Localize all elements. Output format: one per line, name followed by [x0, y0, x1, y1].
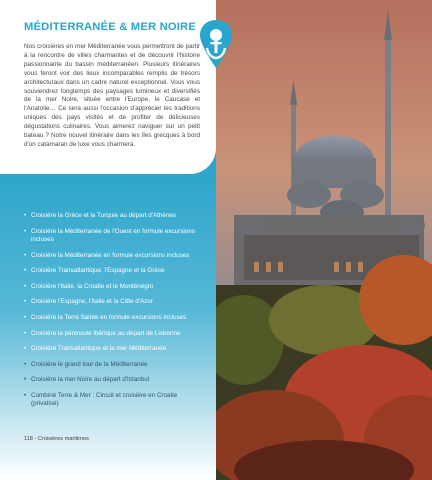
cruise-item[interactable]: • Croisière Transatlantique et la mer Méditerranée	[24, 345, 204, 353]
cruise-item[interactable]: • Croisière Transatlantique, l'Espagne et la Grèce	[24, 267, 204, 275]
cruise-item[interactable]: • Combiné Terre & Mer : Circuit et croisière en Croatie (privatisé)	[24, 392, 204, 409]
cruise-item[interactable]: • Croisière l'Espagne, l'Italie et la Côte d'Azur	[24, 298, 204, 306]
cruise-item[interactable]: • Croisière la Grèce et la Turquie au départ d'Athènes	[24, 212, 204, 220]
cruise-item[interactable]: • Croisière la Méditerranée de l'Ouest en formule excursions incluses	[24, 228, 204, 245]
cruise-item[interactable]: • Croisière la mer Noire au départ d'Istanbul	[24, 376, 204, 384]
map-pin-anchor-icon	[196, 18, 236, 72]
cruise-item[interactable]: • Croisière la péninsule Ibérique au départ de Lisbonne	[24, 330, 204, 338]
cruise-item[interactable]: • Croisière la Terre Sainte en formule excursions incluses	[24, 314, 204, 322]
intro-paragraph: Nos croisières en mer Méditerranée vous permettront de partir à la rencontre de villes charmantes et de découvrir l'histoire passionnante du bassin méditerranéen. Plusieurs itinéraires vous feront voir des lieux incomparables remplis de trésors architecturaux dans un cadre naturel exceptionnel. Vous vous souviendrez longtemps des paysages lumineux et diversifiés de la mer Noire, située entre l'Europe, le Caucase et l'Anatolie… Ce sera aussi l'occasion d'apprécier les traditions uniques des pays visités et de profiter de délicieuses dégustations culinaires. Vous aimerez naviguer sur un petit bateau ? Notre nouvel itinéraire dans les îles grecques à bord d'un catamaran de luxe vous charmera.	[24, 43, 200, 148]
cruise-item[interactable]: • Croisière l'Italie, la Croatie et le Monténégro	[24, 283, 204, 291]
page-title: MÉDITERRANÉE & MER NOIRE	[24, 21, 197, 33]
cruise-item[interactable]: • Croisière le grand tour de la Méditerranée	[24, 361, 204, 369]
cruise-item[interactable]: • Croisière la Méditerranée en formule excursions incluses	[24, 252, 204, 260]
page-footer: 118 - Croisières maritimes	[24, 436, 89, 442]
cruise-list	[24, 212, 204, 416]
mosque-photo	[214, 0, 432, 480]
